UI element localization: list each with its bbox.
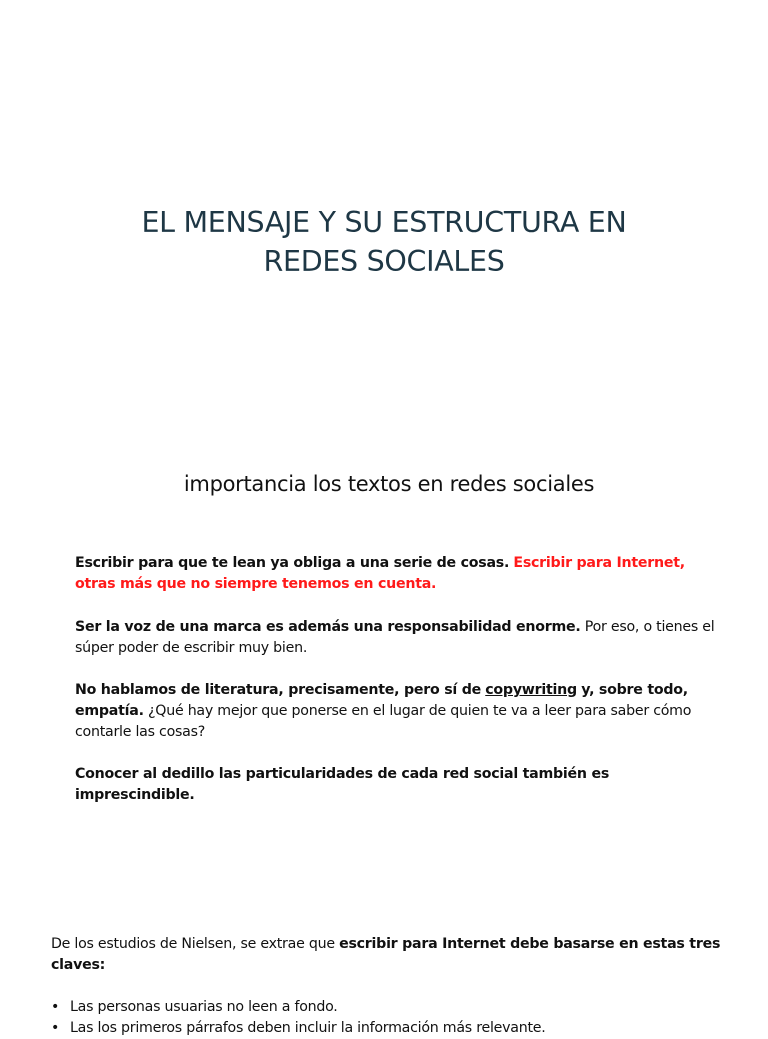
nielsen-bold: escribir para Internet debe basarse en estas tres claves: (51, 936, 721, 973)
bullet-marker: • (51, 1020, 60, 1036)
paragraph-voz-marca-bold: Ser la voz de una marca es además una responsabilidad enorme. (75, 619, 581, 635)
paragraph-red-social-bold: Conocer al dedillo las particularidades de cada red social también es imprescindible. (75, 766, 610, 803)
paragraph-voz-marca (75, 617, 725, 659)
list-item (51, 1018, 751, 1039)
bullet-marker: • (51, 999, 60, 1015)
paragraph-literatura-text: ¿Qué hay mejor que ponerse en el lugar de quien te va a leer para saber cómo contarle las cosas? (75, 703, 692, 740)
list-item-text: Las los primeros párrafos deben incluir la información más relevante. (70, 1020, 546, 1036)
list-item (51, 997, 751, 1018)
copywriting-link[interactable]: copywriting (485, 682, 577, 698)
paragraph-nielsen (51, 934, 731, 976)
paragraph-escribir (75, 553, 725, 595)
paragraph-escribir-bold: Escribir para que te lean ya obliga a una serie de cosas. (75, 555, 510, 571)
list-item-text: Las personas usuarias no leen a fondo. (70, 999, 338, 1015)
claves-list (51, 997, 751, 1039)
page-title (0, 203, 768, 281)
paragraph-escribir-highlight: Escribir para Internet, otras más que no siempre tenemos en cuenta. (75, 555, 685, 592)
paragraph-literatura (75, 680, 725, 743)
section-subtitle: importancia los textos en redes sociales (183, 472, 595, 496)
title-line-2: REDES SOCIALES (263, 245, 505, 278)
paragraph-literatura-bold-a: No hablamos de literatura, precisamente, pero sí de (75, 682, 481, 698)
paragraph-red-social (75, 764, 725, 806)
paragraph-voz-marca-text: Por eso, o tienes el súper poder de escribir muy bien. (75, 619, 715, 656)
paragraph-literatura-bold-b: y, sobre todo, empatía. (75, 682, 688, 719)
title-line-1: EL MENSAJE Y SU ESTRUCTURA EN (141, 206, 627, 239)
nielsen-intro: De los estudios de Nielsen, se extrae que (51, 936, 335, 952)
